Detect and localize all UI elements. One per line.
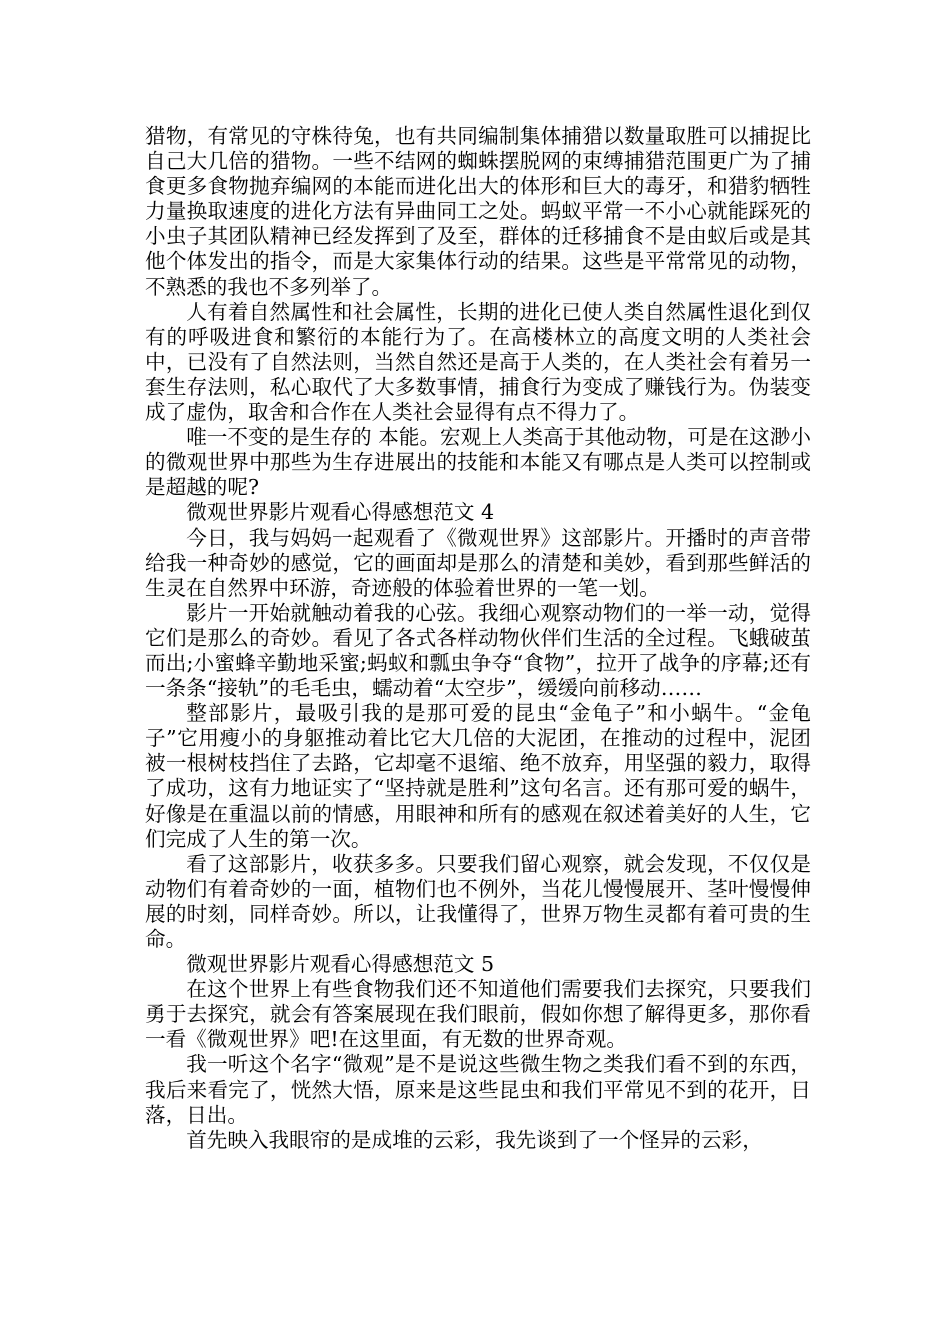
section-heading-4: 微观世界影片观看心得感想范文 4 bbox=[186, 500, 495, 525]
paragraph-name-meaning: 我一听这个名字“微观”是不是说这些微生物之类我们看不到的东西，我后来看完了，恍然大悟，原来是这些昆虫和我们平常见不到的花开，日落，日出。 bbox=[145, 1052, 811, 1127]
paragraph-explore: 在这个世界上有些食物我们还不知道他们需要我们去探究，只要我们勇于去探究，就会有答案展现在我们眼前，假如你想了解得更多，那你看一看《微观世界》吧!在这里面，有无数的世界奇观。 bbox=[145, 977, 811, 1052]
paragraph-human-nature: 人有着自然属性和社会属性，长期的进化已使人类自然属性退化到仅有的呼吸进食和繁衍的本能行为了。在高楼林立的高度文明的人类社会中，已没有了自然法则，当然自然还是高于人类的，在人类社会有着另一套生存法则，私心取代了大多数事情，捕食行为变成了赚钱行为。伪装变成了虚伪，取舍和合作在人类社会显得有点不得力了。 bbox=[145, 299, 811, 425]
paragraph-beetle-snail: 整部影片，最吸引我的是那可爱的昆虫“金龟子”和小蜗牛。“金龟子”它用瘦小的身躯推动着比它大几倍的大泥团，在推动的过程中，泥团被一根树枝挡住了去路，它却毫不退缩、绝不放弃，用坚强的毅力，取得了成功，这有力地证实了“坚持就是胜利”这句名言。还有那可爱的蜗牛，好像是在重温以前的情感，用眼神和所有的感观在叙述着美好的人生，它们完成了人生的第一次。 bbox=[145, 701, 811, 851]
paragraph-today-watched: 今日，我与妈妈一起观看了《微观世界》这部影片。开播时的声音带给我一种奇妙的感觉，它的画面却是那么的清楚和美妙，看到那些鲜活的生灵在自然界中环游，奇迹般的体验着世界的一笔一划。 bbox=[145, 525, 811, 600]
paragraph-gains: 看了这部影片，收获多多。只要我们留心观察，就会发现，不仅仅是动物们有着奇妙的一面，植物们也不例外，当花儿慢慢展开、茎叶慢慢伸展的时刻，同样奇妙。所以，让我懂得了，世界万物生灵都有着可贵的生命。 bbox=[145, 851, 811, 951]
section-heading-5: 微观世界影片观看心得感想范文 5 bbox=[186, 952, 495, 977]
paragraph-continuation: 猎物，有常见的守株待兔，也有共同编制集体捕猎以数量取胜可以捕捉比自己大几倍的猎物。一些不结网的蜘蛛摆脱网的束缚捕猎范围更广为了捕食更多食物抛弃编网的本能而进化出大的体形和巨大的毒牙，和猎豹牺牲力量换取速度的进化方法有异曲同工之处。蚂蚁平常一不小心就能踩死的小虫子其团队精神已经发挥到了及至，群体的迁移捕食不是由蚁后或是其他个体发出的指令，而是大家集体行动的结果。这些是平常常见的动物，不熟悉的我也不多列举了。 bbox=[145, 124, 811, 299]
paragraph-survival-instinct: 唯一不变的是生存的 本能。宏观上人类高于其他动物，可是在这渺小的微观世界中那些为生存进展出的技能和本能又有哪点是人类可以控制或是超越的呢? bbox=[145, 425, 811, 500]
document-page bbox=[145, 124, 811, 1153]
paragraph-film-opening: 影片一开始就触动着我的心弦。我细心观察动物们的一举一动，觉得它们是那么的奇妙。看见了各式各样动物伙伴们生活的全过程。飞蛾破茧而出;小蜜蜂辛勤地采蜜;蚂蚁和瓢虫争夺“食物”，拉开了战争的序幕;还有一条条“接轨”的毛毛虫，蠕动着“太空步”，缓缓向前移动…… bbox=[145, 600, 811, 701]
paragraph-clouds: 首先映入我眼帘的是成堆的云彩，我先谈到了一个怪异的云彩， bbox=[186, 1127, 763, 1152]
